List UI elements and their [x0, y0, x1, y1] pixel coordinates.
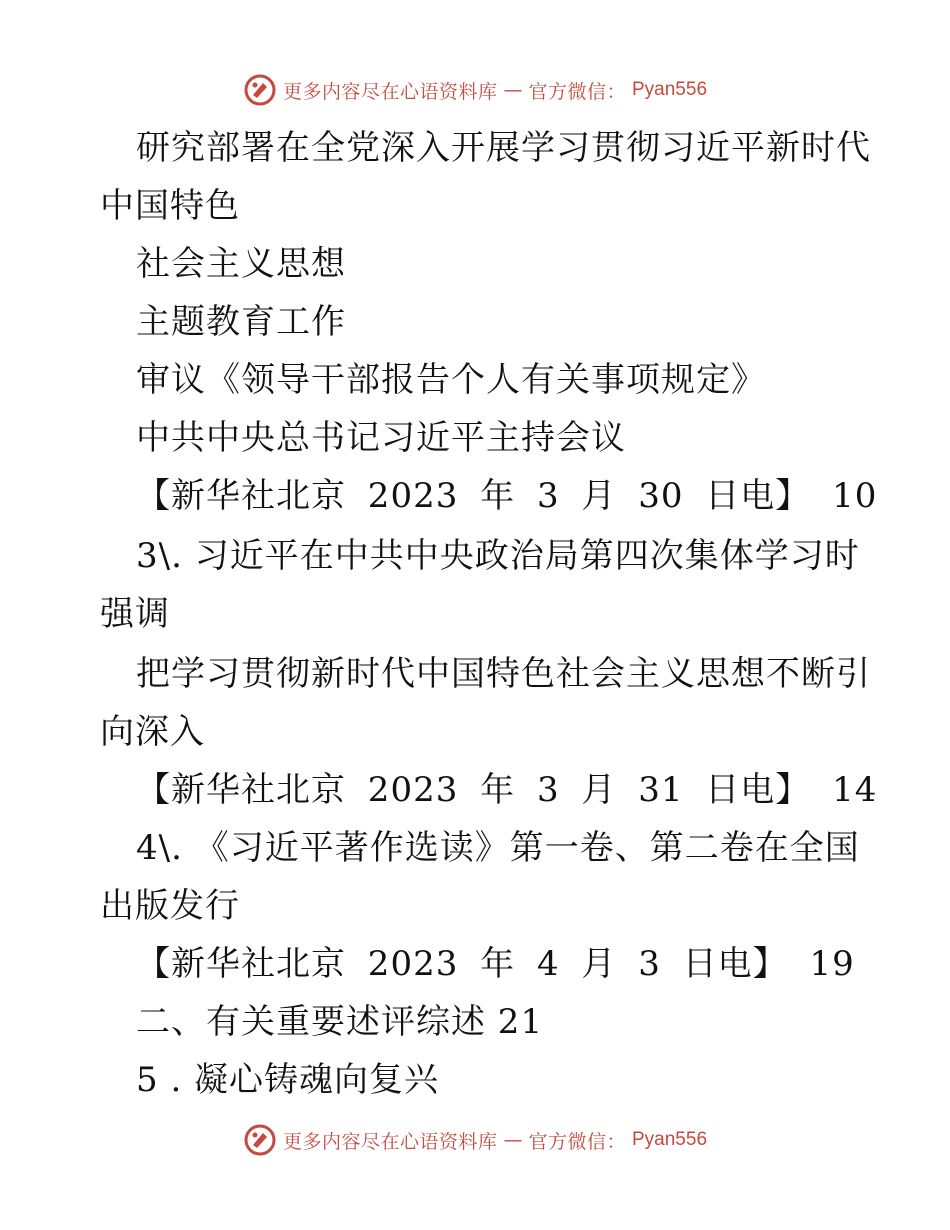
text-line: 3\. 习近平在中共中央政治局第四次集体学习时	[136, 536, 860, 576]
watermark-official: 官方微信：	[528, 1130, 626, 1153]
text-line: 【新华社北京 2023 年 3 月 31 日电】 14	[136, 770, 878, 810]
text-line: 社会主义思想	[136, 244, 346, 284]
text-line: 强调	[100, 594, 170, 634]
logo-seal-icon	[243, 1123, 277, 1157]
watermark-text: 更多内容尽在心语资料库	[282, 1130, 498, 1153]
text-line: 向深入	[100, 712, 205, 752]
text-line: 【新华社北京 2023 年 4 月 3 日电】 19	[136, 944, 855, 984]
watermark-account: Pyan556	[632, 1129, 708, 1150]
text-line: 二、有关重要述评综述 21	[136, 1002, 544, 1042]
text-line: 审议《领导干部报告个人有关事项规定》	[136, 360, 766, 400]
watermark-official: 官方微信：	[528, 80, 626, 103]
text-line: 把学习贯彻新时代中国特色社会主义思想不断引	[136, 654, 871, 694]
text-line: 【新华社北京 2023 年 3 月 30 日电】 10	[136, 476, 878, 516]
watermark-dash: —	[503, 1129, 523, 1151]
watermark-text: 更多内容尽在心语资料库	[282, 80, 498, 103]
text-line: 中共中央总书记习近平主持会议	[136, 418, 626, 458]
header-watermark	[0, 70, 950, 110]
logo-seal-icon	[243, 73, 277, 107]
watermark-account: Pyan556	[632, 79, 708, 100]
text-line: 中国特色	[100, 186, 240, 226]
watermark-dash: —	[503, 79, 523, 101]
footer-watermark	[0, 1120, 950, 1160]
text-line: 主题教育工作	[136, 302, 346, 342]
text-line: 4\. 《习近平著作选读》第一卷、第二卷在全国	[136, 828, 860, 868]
text-line: 出版发行	[100, 886, 240, 926]
text-line: 研究部署在全党深入开展学习贯彻习近平新时代	[136, 128, 871, 168]
text-line: 5 . 凝心铸魂向复兴	[136, 1060, 440, 1100]
